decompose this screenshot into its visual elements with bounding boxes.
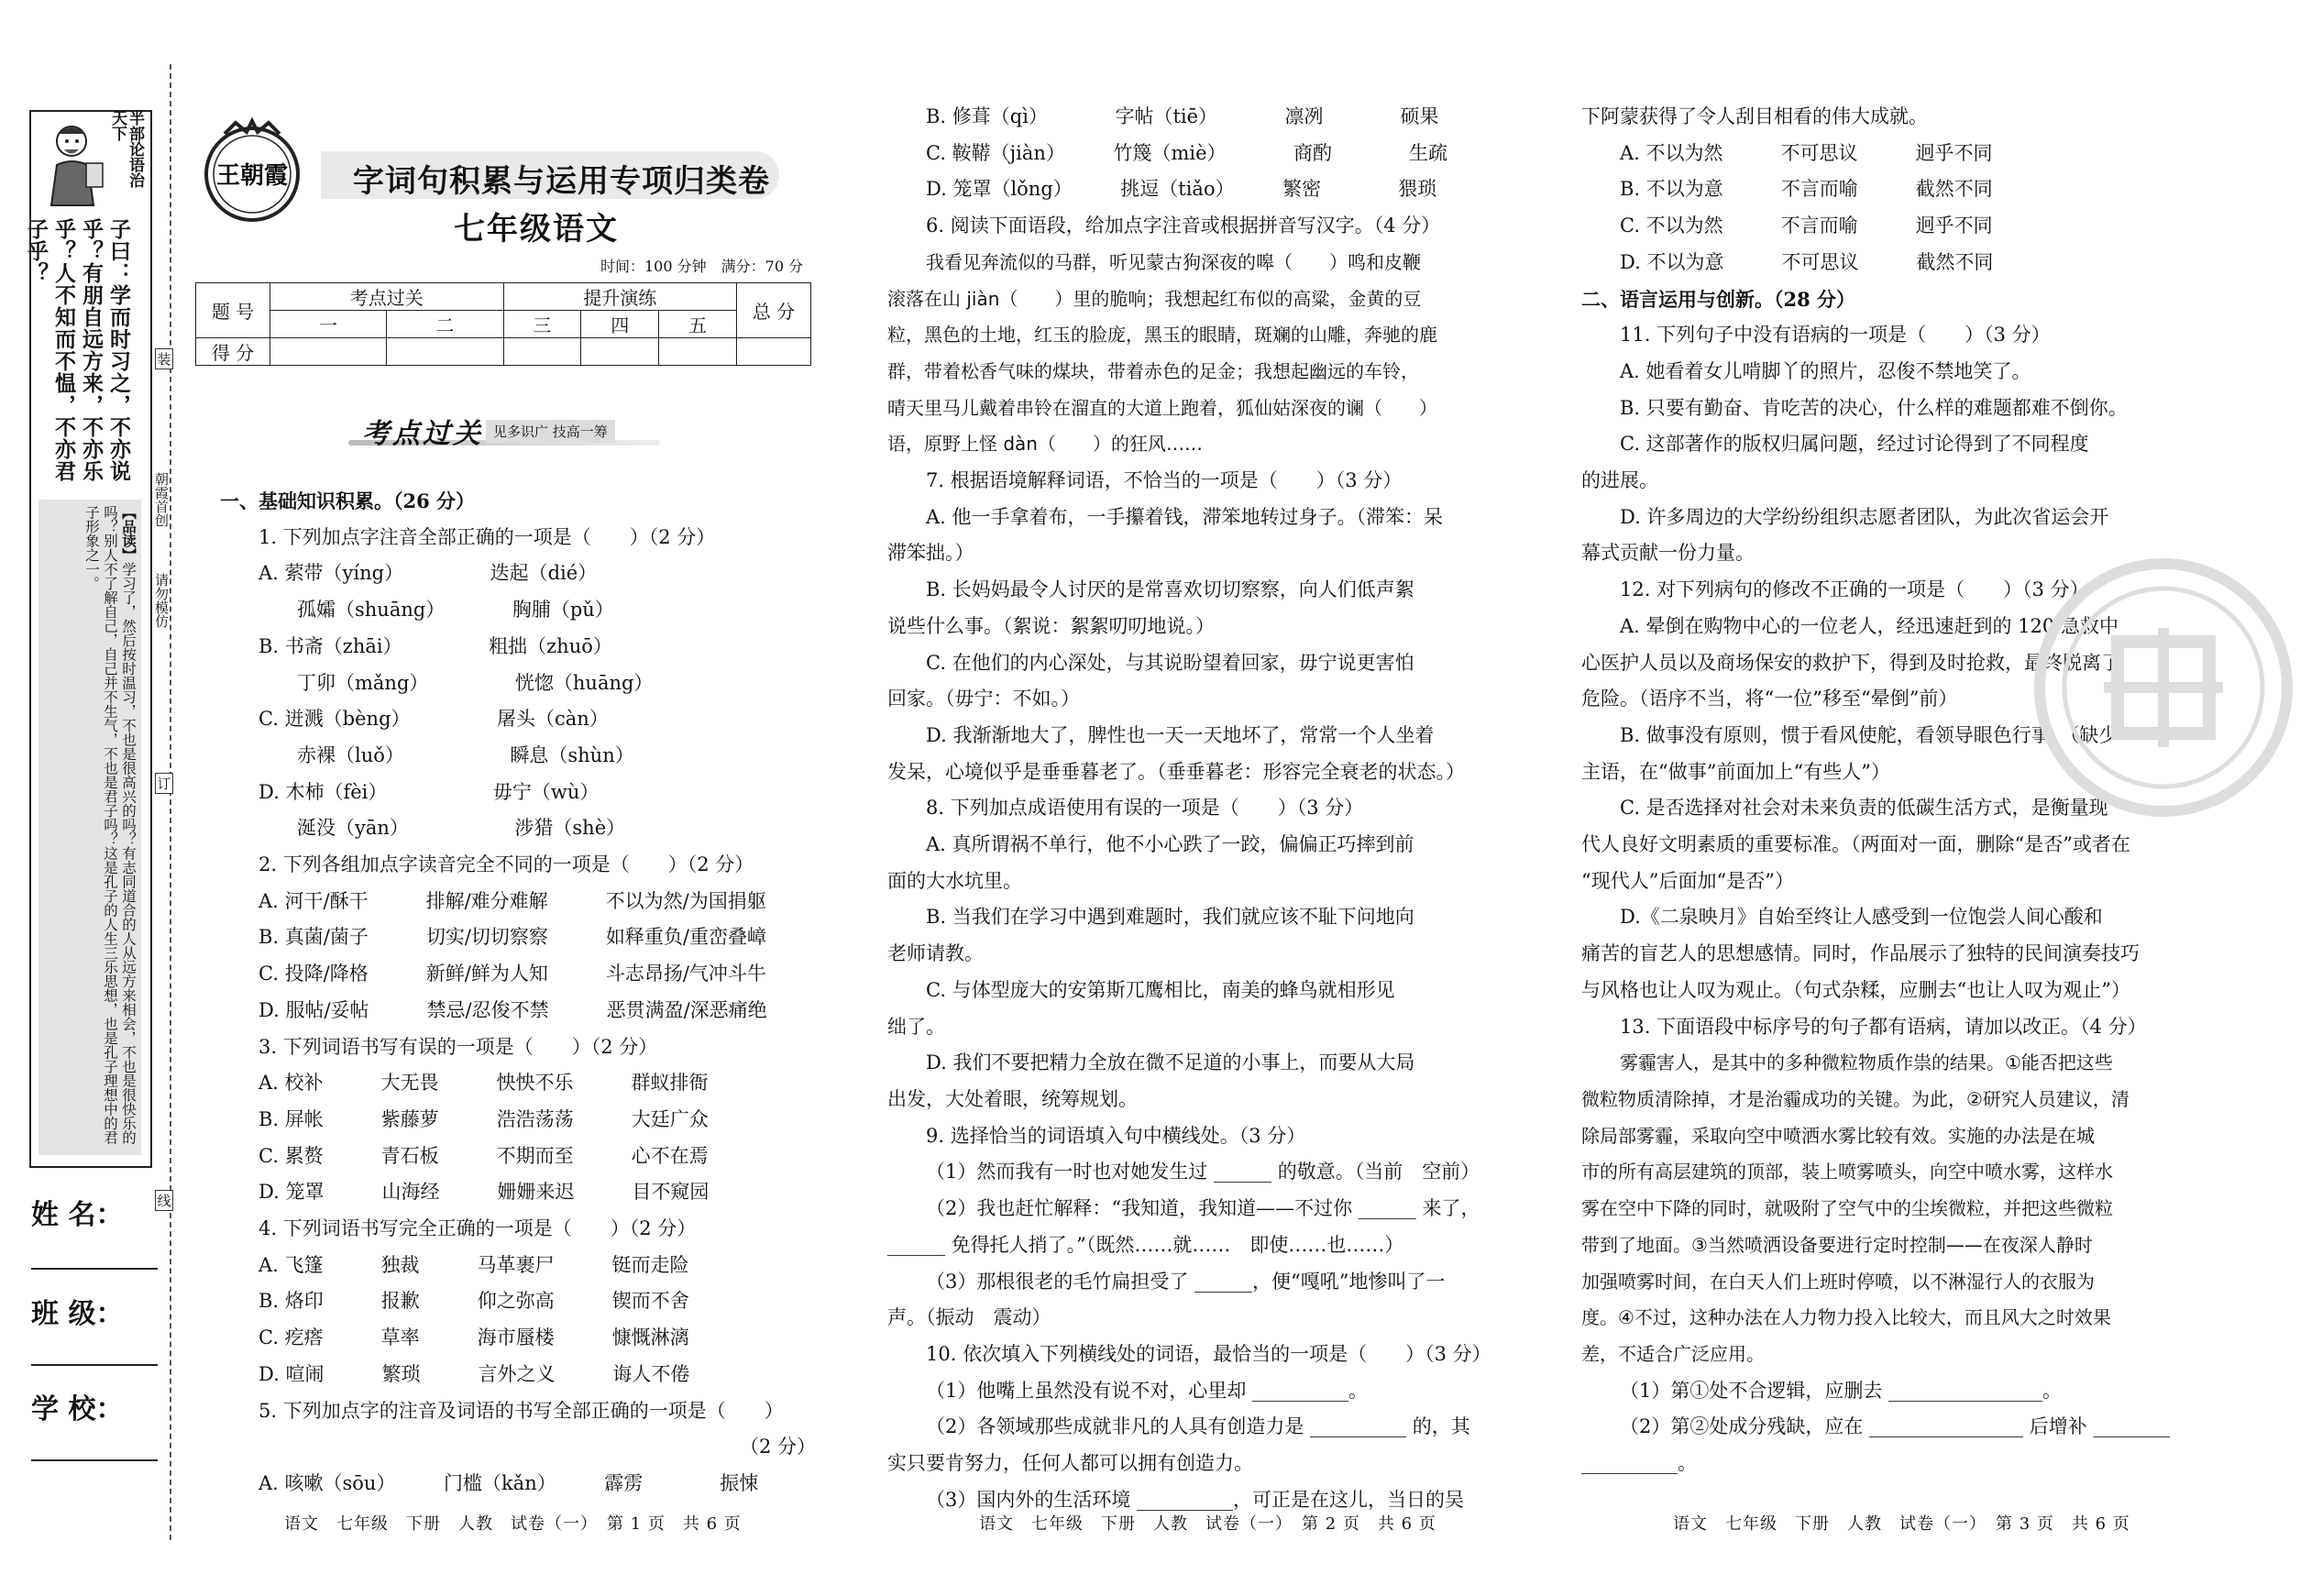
col3-line: 微粒物质清除掉，才是治霾成功的关键。为此，②研究人员建议，清 bbox=[1581, 1087, 2129, 1110]
section-badge-tag: 见多识广 技高一筹 bbox=[486, 420, 615, 443]
col1-line: C. 投降/降格 新鲜/鲜为人知 斗志昂扬/气冲斗牛 bbox=[259, 963, 766, 985]
total-label: 总 分 bbox=[737, 283, 811, 338]
col1-line: 3. 下列词语书写有误的一项是（ ）（2 分） bbox=[259, 1035, 658, 1058]
col2-line: 回家。（毋宁：不如。） bbox=[887, 688, 1080, 710]
col2-line: A. 真所谓祸不单行，他不小心跌了一跤，偏偏正巧摔到前 bbox=[926, 833, 1414, 856]
col3-line: 度。④不过，这种办法在人力物力投入比较大，而且风大之时效果 bbox=[1581, 1306, 2111, 1329]
col2-line: D. 笼罩（lǒng） 挑逗（tiǎo） 繁密 猥琐 bbox=[926, 178, 1437, 201]
name-field-line[interactable] bbox=[31, 1268, 158, 1270]
wangzhaoxia-logo bbox=[197, 117, 307, 227]
col-4: 四 bbox=[581, 311, 659, 338]
confucius-illustration-icon bbox=[37, 117, 110, 209]
col3-line: B. 做事没有原则，惯于看风使舵，看领导眼色行事。（缺少 bbox=[1620, 723, 2118, 746]
col3-line: 下阿蒙获得了令人刮目相看的伟大成就。 bbox=[1581, 105, 1928, 127]
col1-line: B. 真菌/菌子 切实/切切察察 如释重负/重峦叠嶂 bbox=[259, 926, 767, 949]
col1-line: A. 萦带（yíng） 迭起（dié） bbox=[259, 562, 598, 585]
col2-line: （3）那根很老的毛竹扁担受了 ______，便“嘎吼”地惨叫了一 bbox=[926, 1270, 1446, 1293]
col3-line: 带到了地面。③当然喷洒设备要进行定时控制——在夜深人静时 bbox=[1581, 1233, 2093, 1256]
col3-line: D. 许多周边的大学纷纷组织志愿者团队，为此次省运会开 bbox=[1620, 505, 2109, 528]
col1-line: C. 疙瘩 草率 海市蜃楼 慷慨淋漓 bbox=[259, 1326, 689, 1349]
col2-line: 滞笨拙。） bbox=[887, 542, 974, 565]
col1-line: D. 喧闹 繁琐 言外之义 诲人不倦 bbox=[259, 1362, 690, 1385]
col3-line: 11. 下列句子中没有语病的一项是（ ）（3 分） bbox=[1620, 324, 2051, 347]
col1-line: 1. 下列加点字注音全部正确的一项是（ ）（2 分） bbox=[259, 525, 716, 548]
col3-line: A. 晕倒在购物中心的一位老人，经迅速赶到的 120 急救中 bbox=[1620, 614, 2118, 637]
col-5: 五 bbox=[659, 311, 737, 338]
col3-line: C. 这部著作的版权归属问题，经过讨论得到了不同程度 bbox=[1620, 433, 2089, 456]
school-label: 学 校： bbox=[31, 1393, 124, 1425]
score-cell[interactable] bbox=[581, 338, 659, 366]
col3-line: 12. 对下列病句的修改不正确的一项是（ ）（3 分） bbox=[1620, 578, 2089, 601]
score-cell[interactable] bbox=[737, 338, 811, 366]
col2-line: 绌了。 bbox=[887, 1015, 945, 1038]
paper-title: 字词句积累与运用专项归类卷 bbox=[353, 163, 770, 200]
time-and-score-info bbox=[600, 255, 803, 276]
col3-line: 13. 下面语段中标序号的句子都有语病，请加以改正。（4 分） bbox=[1620, 1015, 2147, 1038]
col2-line: 我看见奔流似的马群，听见蒙古狗深夜的嗥（ ）鸣和皮鞭 bbox=[926, 250, 1421, 273]
col2-line: B. 当我们在学习中遇到难题时，我们就应该不耻下问地向 bbox=[926, 906, 1414, 929]
name-label: 姓 名： bbox=[31, 1199, 124, 1231]
col3-line: 危险。（语序不当，将“一位”移至“晕倒”前） bbox=[1581, 688, 1958, 710]
group-advanced: 提升演练 bbox=[503, 283, 737, 311]
col3-line: __________。 bbox=[1581, 1452, 1697, 1475]
svg-text:王朝霞: 王朝霞 bbox=[215, 162, 289, 190]
col1-line: A. 河干/酥干 排解/难分难解 不以为然/为国捐躯 bbox=[259, 889, 766, 912]
col2-line: B. 修葺（qì） 字帖（tiē） 凛冽 硕果 bbox=[926, 105, 1439, 127]
group-basic: 考点过关 bbox=[270, 283, 504, 311]
footer-page-2: 语文 七年级 下册 人教 试卷（一） 第 2 页 共 6 页 bbox=[979, 1514, 1436, 1534]
col1-line: 赤裸（luǒ） 瞬息（shùn） bbox=[297, 743, 634, 766]
col1-line: B. 屏帐 紫藤萝 浩浩荡荡 大廷广众 bbox=[259, 1107, 709, 1130]
score-cell[interactable] bbox=[387, 338, 503, 366]
col3-line: 与风格也让人叹为观止。（句式杂糅，应删去“也让人叹为观止”） bbox=[1581, 978, 2130, 1001]
col3-line: 雾霾害人，是其中的多种微粒物质作祟的结果。①能否把这些 bbox=[1620, 1051, 2113, 1074]
col3-line: B. 只要有勤奋、肯吃苦的决心，什么样的难题都难不倒你。 bbox=[1620, 396, 2128, 419]
col2-line: 10. 依次填入下列横线处的词语，最恰当的一项是（ ）（3 分） bbox=[926, 1342, 1491, 1365]
col2-line: B. 长妈妈最令人讨厌的是常喜欢切切察察，向人们低声絮 bbox=[926, 578, 1414, 601]
col-2: 二 bbox=[387, 311, 503, 338]
col2-line: （1）然而我有一时也对她发生过 ______ 的敬意。（当前 空前） bbox=[926, 1161, 1480, 1183]
full-score: 满分：70 分 bbox=[721, 258, 804, 275]
col3-line: 幕式贡献一份力量。 bbox=[1581, 542, 1755, 565]
side-note-2: 请勿模仿 bbox=[153, 573, 170, 628]
col1-line: 一、基础知识积累。（26 分） bbox=[220, 490, 476, 512]
col3-line: A. 不以为然 不可思议 迥乎不同 bbox=[1620, 141, 1993, 164]
col3-line: 的进展。 bbox=[1581, 469, 1658, 492]
col3-line: C. 不以为然 不言而喻 迥乎不同 bbox=[1620, 215, 1993, 237]
col1-line: B. 书斋（zhāi） 粗拙（zhuō） bbox=[259, 634, 612, 657]
col3-line: 差，不适合广泛应用。 bbox=[1581, 1342, 1765, 1365]
score-cell[interactable] bbox=[270, 338, 387, 366]
col1-line: C. 迸溅（bèng） 屠头（càn） bbox=[259, 708, 609, 731]
col1-line: 孤孀（shuāng） 胸脯（pǔ） bbox=[297, 599, 614, 622]
strip-slogan: 半部论语治天下 bbox=[108, 110, 144, 188]
commentary-head: 【品读】 bbox=[120, 505, 138, 562]
col2-line: 发呆，心境似乎是垂垂暮老了。（垂垂暮老：形容完全衰老的状态。） bbox=[887, 760, 1465, 783]
binding-line bbox=[170, 64, 171, 1540]
col2-line: （3）国内外的生活环境 __________，可正是在这儿，当日的吴 bbox=[926, 1488, 1465, 1511]
col1-line: D. 笼罩 山海经 姗姗来迟 目不窥园 bbox=[259, 1181, 710, 1204]
col3-line: B. 不以为意 不言而喻 截然不同 bbox=[1620, 178, 1993, 201]
col-1: 一 bbox=[270, 311, 387, 338]
col1-line: 丁卯（mǎng） 恍惚（huāng） bbox=[297, 671, 654, 694]
col2-line: 说些什么事。（絮说：絮絮叨叨地说。） bbox=[887, 614, 1215, 637]
column-page-2 bbox=[887, 99, 1502, 1518]
col2-line: C. 与体型庞大的安第斯兀鹰相比，南美的蜂鸟就相形见 bbox=[926, 978, 1395, 1001]
binding-mark-3: 线 bbox=[155, 1190, 173, 1211]
time-limit: 时间：100 分钟 bbox=[600, 258, 707, 275]
col3-line: 二、语言运用与创新。（28 分） bbox=[1581, 287, 1856, 311]
col2-line: 滚落在山 jiàn（ ）里的脆响；我想起红布似的高粱，金黄的豆 bbox=[887, 287, 1422, 310]
col2-line: 语，原野上怪 dàn（ ）的狂风…… bbox=[887, 433, 1203, 456]
col-3: 三 bbox=[503, 311, 581, 338]
col1-line: B. 烙印 报歉 仰之弥高 锲而不舍 bbox=[259, 1290, 689, 1313]
school-field-line[interactable] bbox=[31, 1459, 158, 1461]
col3-line: 痛苦的盲艺人的思想感情。同时，作品展示了独特的民间演奏技巧 bbox=[1581, 942, 2140, 965]
commentary-text: 学习了，然后按时温习，不也是很高兴的吗？有志同道合的人从远方来相会，不也是很快乐的吗？别人不了解自己，自己并不生气，不也是君子吗？这是孔子的人生三乐思想，也是孔子理想中的君子形象之一。 bbox=[83, 505, 137, 1145]
class-field-line[interactable] bbox=[31, 1364, 158, 1366]
col3-line: “现代人”后面加“是否”） bbox=[1581, 869, 1794, 892]
analects-quote: 子曰：学而时习之，不亦说乎？有朋自远方来，不亦乐乎？人不知而不愠，不亦君子乎？ bbox=[24, 218, 131, 482]
col2-line: 粒，黑色的土地，红玉的脸庞，黑玉的眼睛，斑斓的山雕，奔驰的鹿 bbox=[887, 324, 1437, 347]
score-cell[interactable] bbox=[503, 338, 581, 366]
col2-line: ______ 免得托人捎了。”（既然……就…… 即使……也……） bbox=[887, 1233, 1404, 1256]
col2-line: 6. 阅读下面语段，给加点字注音或根据拼音写汉字。（4 分） bbox=[926, 215, 1441, 237]
col2-line: D. 我渐渐地大了，脾性也一天一天地坏了，常常一个人坐着 bbox=[926, 723, 1435, 746]
footer-page-3: 语文 七年级 下册 人教 试卷（一） 第 3 页 共 6 页 bbox=[1673, 1514, 2130, 1534]
col2-line: A. 他一手拿着布，一手攥着钱，滞笨地转过身子。（滞笨：呆 bbox=[926, 505, 1444, 528]
col2-line: 老师请教。 bbox=[887, 942, 984, 965]
col2-line: 8. 下列加点成语使用有误的一项是（ ）（3 分） bbox=[926, 797, 1364, 820]
col3-line: 主语，在“做事”前面加上“有些人”） bbox=[1581, 760, 1890, 783]
col2-line: 9. 选择恰当的词语填入句中横线处。（3 分） bbox=[926, 1124, 1306, 1147]
col1-line: A. 飞篷 独裁 马革裹尸 铤而走险 bbox=[259, 1253, 689, 1276]
col3-line: 代人良好文明素质的重要标准。（两面对一面，删除“是否”或者在 bbox=[1581, 833, 2130, 856]
col2-line: D. 我们不要把精力全放在微不足道的小事上，而要从大局 bbox=[926, 1051, 1415, 1074]
footer-page-1: 语文 七年级 下册 人教 试卷（一） 第 1 页 共 6 页 bbox=[284, 1514, 742, 1534]
score-label: 得 分 bbox=[196, 338, 270, 366]
col3-line: （2）第②处成分残缺，应在 ________________ 后增补 ________ bbox=[1620, 1415, 2171, 1438]
col3-line: D.《二泉映月》自始至终让人感受到一位饱尝人间心酸和 bbox=[1620, 906, 2103, 929]
col2-line: 面的大水坑里。 bbox=[887, 869, 1022, 892]
col2-line: （2）我也赶忙解释：“我知道，我知道——不过你 ______ 来了， bbox=[926, 1197, 1480, 1220]
col1-line: 5. 下列加点字的注音及词语的书写全部正确的一项是（ ） bbox=[259, 1399, 784, 1422]
col1-line: C. 累赘 青石板 不期而至 心不在焉 bbox=[259, 1144, 709, 1167]
col3-line: A. 她看着女儿啃脚丫的照片，忍俊不禁地笑了。 bbox=[1620, 359, 2031, 382]
section-badge-title: 考点过关 bbox=[362, 418, 483, 450]
col2-line: 声。（振动 震动） bbox=[887, 1306, 1051, 1329]
col3-line: D. 不以为意 不可思议 截然不同 bbox=[1620, 250, 1994, 273]
col2-line: 出发，大处着眼，统筹规划。 bbox=[887, 1087, 1138, 1110]
col1-line: 涎没（yān） 涉猎（shè） bbox=[297, 817, 626, 840]
col3-line: 雾在空中下降的同时，就吸附了空气中的尘埃微粒，并把这些微粒 bbox=[1581, 1197, 2113, 1220]
binding-mark-2: 订 bbox=[155, 773, 173, 794]
class-label: 班 级： bbox=[31, 1298, 124, 1330]
col3-line: 心医护人员以及商场保安的救护下，得到及时抢救，最终脱离了 bbox=[1581, 651, 2120, 674]
col1-line: D. 服帖/妥帖 禁忌/忍俊不禁 恶贯满盈/深恶痛绝 bbox=[259, 998, 767, 1021]
col3-line: 市的所有高层建筑的顶部，装上喷雾喷头，向空中喷水雾，这样水 bbox=[1581, 1161, 2113, 1183]
col2-line: 实只要肯努力，任何人都可以拥有创造力。 bbox=[887, 1452, 1253, 1475]
col2-line: 7. 根据语境解释词语，不恰当的一项是（ ）（3 分） bbox=[926, 469, 1403, 492]
col1-line: A. 校补 大无畏 怏怏不乐 群蚁排衙 bbox=[259, 1072, 709, 1095]
score-table bbox=[195, 282, 811, 366]
col1-line: 4. 下列词语书写完全正确的一项是（ ）（2 分） bbox=[259, 1217, 697, 1240]
col3-line: （1）第①处不合逻辑，应删去 ________________。 bbox=[1620, 1379, 2063, 1402]
col3-line: 加强喷雾时间，在白天人们上班时停喷，以不淋湿行人的衣服为 bbox=[1581, 1270, 2095, 1293]
question-no-label: 题 号 bbox=[196, 283, 270, 338]
side-note-1: 朝霞首创 bbox=[153, 472, 170, 527]
score-cell[interactable] bbox=[659, 338, 737, 366]
col2-line: C. 在他们的内心深处，与其说盼望着回家，毋宁说更害怕 bbox=[926, 651, 1414, 674]
col2-line: C. 鞍鞯（jiàn） 竹篾（miè） 商酌 生疏 bbox=[926, 141, 1447, 164]
col1-line: D. 木柿（fèi） 毋宁（wù） bbox=[259, 780, 600, 803]
col3-line: C. 是否选择对社会对未来负责的低碳生活方式，是衡量现 bbox=[1620, 797, 2108, 820]
paper-subtitle: 七年级语文 bbox=[454, 211, 619, 248]
watermark-seal-icon bbox=[2030, 555, 2296, 820]
analects-commentary bbox=[39, 500, 141, 1155]
col2-line: 晴天里马儿戴着串铃在溜直的大道上跑着，狐仙姑深夜的谰（ ） bbox=[887, 396, 1437, 419]
col2-line: （1）他嘴上虽然没有说不对，心里却 __________。 bbox=[926, 1379, 1369, 1402]
column-page-1 bbox=[220, 483, 816, 1502]
col1-line: （2 分） bbox=[739, 1436, 816, 1458]
col1-line: 2. 下列各组加点字读音完全不同的一项是（ ）（2 分） bbox=[259, 853, 754, 876]
col2-line: 群，带着松香气味的煤块，带着赤色的足金；我想起幽远的车铃， bbox=[887, 359, 1419, 382]
col2-line: （2）各领域那些成就非凡的人具有创造力是 __________ 的，其 bbox=[926, 1415, 1470, 1438]
binding-mark-1: 装 bbox=[155, 348, 173, 369]
col1-line: A. 咳嗽（sōu） 门槛（kǎn） 霹雳 振悚 bbox=[259, 1471, 759, 1494]
col3-line: 除局部雾霾，采取向空中喷洒水雾比较有效。实施的办法是在城 bbox=[1581, 1124, 2095, 1147]
